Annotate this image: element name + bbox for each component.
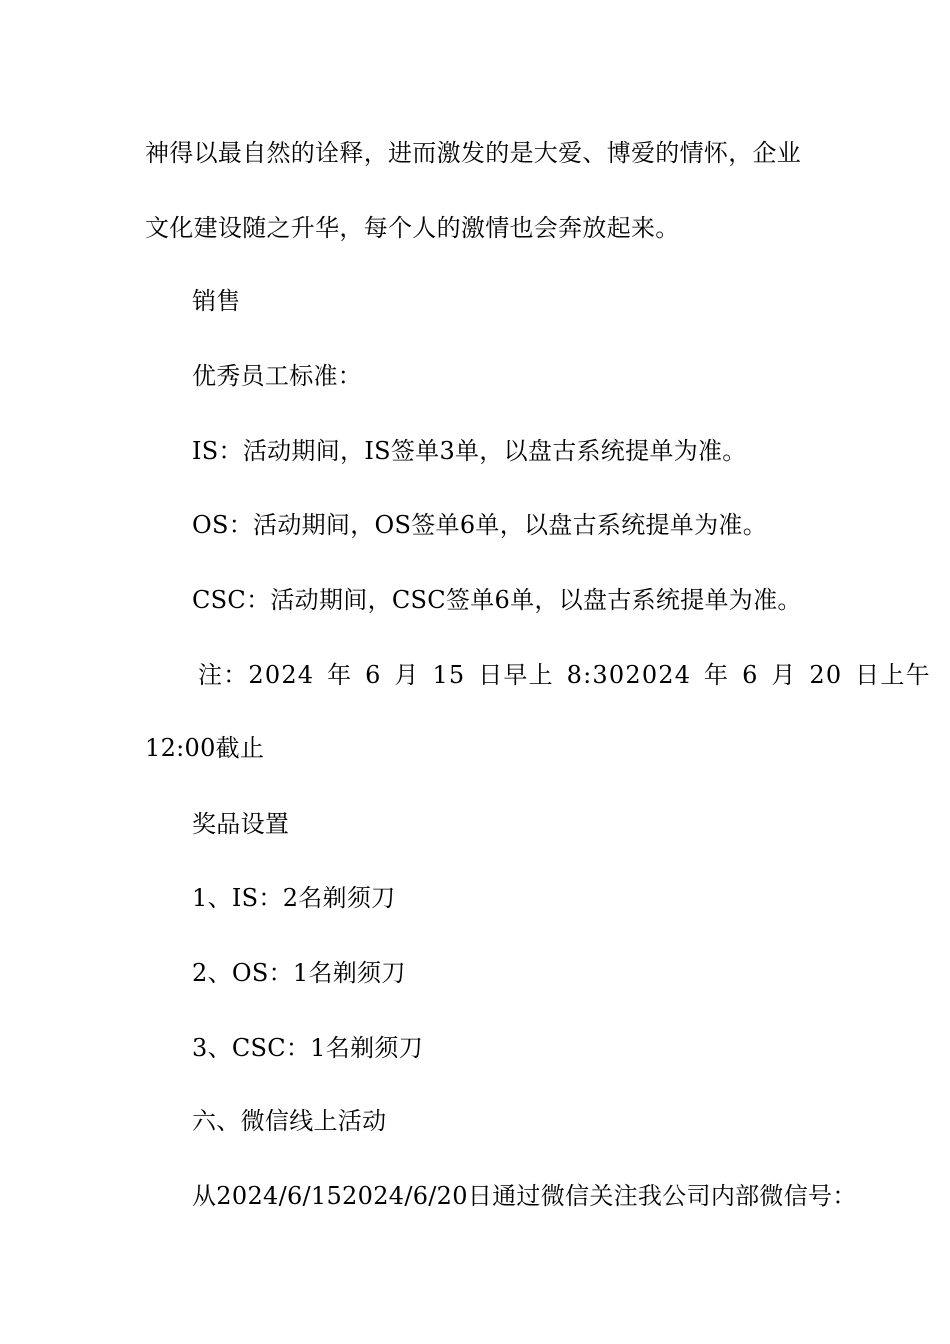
note-date-range: 注：2024 年 6 月 15 日早上 8:302024 年 6 月 20 日上午 <box>198 661 931 689</box>
prize-item-is: 1、IS：2名剃须刀 <box>192 884 396 912</box>
paragraph-line-1: 神得以最自然的诠释，进而激发的是大爱、博爱的情怀，企业 <box>145 139 802 167</box>
standard-heading: 优秀员工标准： <box>192 362 363 390</box>
section-heading-wechat: 六、微信线上活动 <box>192 1107 387 1135</box>
paragraph-line-2: 文化建设随之升华，每个人的激情也会奔放起来。 <box>145 214 680 242</box>
standard-os: OS：活动期间，OS签单6单，以盘古系统提单为准。 <box>192 511 768 539</box>
standard-csc: CSC：活动期间，CSC签单6单，以盘古系统提单为准。 <box>192 586 802 614</box>
prize-item-csc: 3、CSC：1名剃须刀 <box>192 1034 424 1062</box>
standard-is: IS：活动期间，IS签单3单，以盘古系统提单为准。 <box>192 437 747 465</box>
wechat-activity-text: 从2024/6/152024/6/20日通过微信关注我公司内部微信号： <box>192 1182 857 1210</box>
prize-item-os: 2、OS：1名剃须刀 <box>192 959 406 987</box>
note-deadline: 12:00截止 <box>145 734 265 762</box>
section-heading-sales: 销售 <box>192 287 241 315</box>
prize-heading: 奖品设置 <box>192 810 290 838</box>
